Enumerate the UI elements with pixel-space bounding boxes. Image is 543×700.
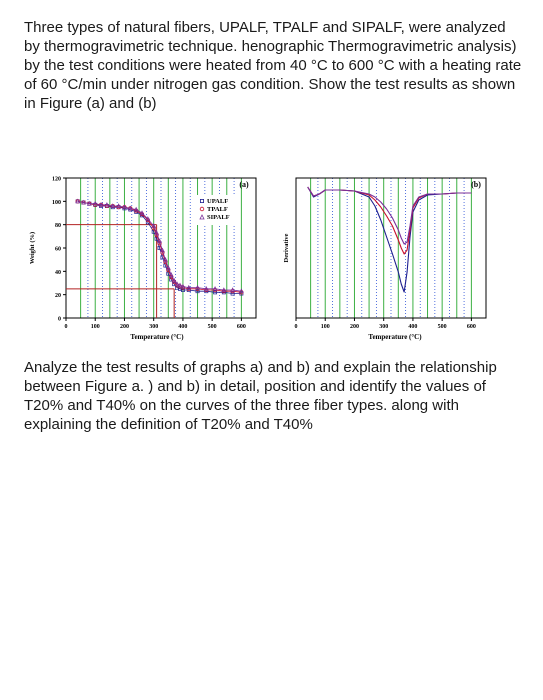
figure-b [282, 172, 494, 344]
question-paragraph: Analyze the test results of graphs a) and b) and explain the relationship between Figure a. ) and b) in detail, position and identify the values of T20% and T40% on the curves of the three fiber types. along with explaining the definition of T20% and T40% [24, 359, 497, 433]
y-tick-label: 0 [58, 316, 61, 323]
x-tick-label: 0 [294, 324, 298, 330]
tga-chart [22, 172, 270, 344]
x-tick-label: 400 [408, 324, 418, 330]
x-tick-label: 200 [119, 324, 129, 330]
panel-label: (b) [471, 180, 481, 189]
y-axis-label: Weight (%) [29, 231, 36, 265]
x-tick-label: 600 [236, 324, 246, 330]
y-tick-label: 40 [55, 269, 61, 276]
x-tick-label: 400 [178, 324, 188, 330]
y-tick-label: 80 [55, 223, 61, 230]
x-tick-label: 300 [379, 324, 389, 330]
figure-a [22, 172, 270, 344]
x-tick-label: 100 [320, 324, 330, 330]
y-axis-label: Derivative [283, 233, 290, 263]
x-axis-label: Temperature (°C) [368, 333, 422, 341]
legend-label-upalf: UPALF [207, 198, 229, 205]
y-tick-label: 120 [52, 176, 61, 183]
y-tick-label: 100 [52, 199, 61, 206]
x-tick-label: 0 [64, 324, 68, 330]
x-tick-label: 500 [437, 324, 447, 330]
x-axis-label: Temperature (°C) [130, 333, 184, 341]
x-tick-label: 100 [90, 324, 100, 330]
y-tick-label: 20 [55, 293, 61, 300]
y-tick-label: 60 [55, 246, 61, 253]
dtg-chart [282, 172, 494, 344]
x-tick-label: 600 [466, 324, 476, 330]
x-tick-label: 500 [207, 324, 217, 330]
legend-label-tpalf: TPALF [207, 206, 228, 213]
legend-label-sipalf: SIPALF [207, 214, 230, 221]
x-tick-label: 200 [349, 324, 359, 330]
intro-paragraph: Three types of natural fibers, UPALF, TPALF and SIPALF, were analyzed by thermogravimetric technique. henographic Thermogravimetric analysis) by the test conditions were heated from 40 °C to 600 °C with a heating rate of 60 °C/min under nitrogen gas condition. Show the test results as shown in Figure (a) and (b) [24, 19, 522, 112]
panel-label: (a) [239, 180, 249, 189]
x-tick-label: 300 [149, 324, 159, 330]
